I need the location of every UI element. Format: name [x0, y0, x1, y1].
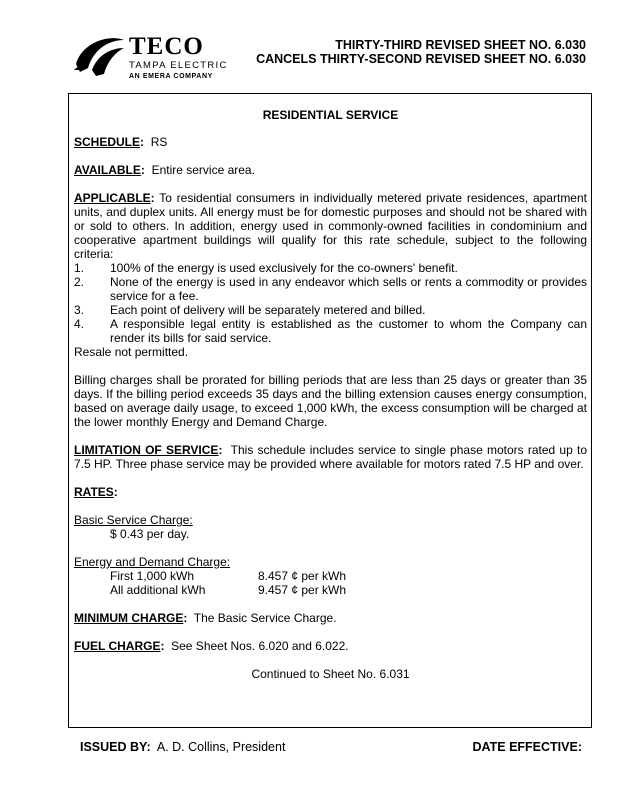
- basic-charge-label: Basic Service Charge:: [74, 513, 193, 527]
- tariff-content: [74, 108, 587, 681]
- available-value: Entire service area.: [151, 163, 255, 177]
- sheet-info: [256, 38, 586, 66]
- cancels-sheet-number: CANCELS THIRTY-SECOND REVISED SHEET NO. 6.030: [256, 52, 586, 66]
- schedule-label: SCHEDULE: [74, 135, 141, 149]
- criteria-list: [74, 261, 587, 345]
- limitation-text: This schedule includes service to single phase motors rated up to 7.5 HP. Three phase service may be provided where available for motors rated 7.5 HP and over.: [74, 443, 587, 471]
- available-section: AVAILABLE: Entire service area.: [74, 163, 255, 177]
- fuel-charge-value: See Sheet Nos. 6.020 and 6.022.: [171, 639, 349, 653]
- rates-heading: RATES:: [74, 485, 118, 499]
- minimum-charge-label: MINIMUM CHARGE: [74, 611, 184, 625]
- criteria-item: 1. 100% of the energy is used exclusively for the co-owners' benefit.: [74, 261, 458, 275]
- logo-tagline: AN EMERA COMPANY: [129, 73, 213, 80]
- date-effective-label: DATE EFFECTIVE:: [472, 740, 582, 754]
- criteria-item: 4. A responsible legal entity is established as the customer to whom the Company can render its bills for said service.: [74, 317, 587, 345]
- available-label: AVAILABLE: [74, 163, 141, 177]
- criteria-item: 2. None of the energy is used in any endeavor which sells or rents a commodity or provides service for a fee.: [74, 275, 587, 303]
- teco-swoosh-icon: [72, 34, 126, 76]
- teco-logo: [72, 34, 247, 82]
- tariff-box: [68, 93, 592, 728]
- applicable-section: APPLICABLE: To residential consumers in individually metered private residences, apartment units, and duplex units. All energy must be for domestic purposes and should not be shared with or sold to others. In addition, energy used in commonly-owned facilities in condominium and cooperative apartment buildings will qualify for this rate schedule, subject to the following criteria:: [74, 191, 587, 261]
- issued-by-value: A. D. Collins, President: [156, 740, 286, 754]
- applicable-label: APPLICABLE: [74, 191, 151, 205]
- fuel-charge-label: FUEL CHARGE: [74, 639, 161, 653]
- energy-charge-label: Energy and Demand Charge:: [74, 555, 231, 569]
- basic-charge-value: $ 0.43 per day.: [110, 527, 190, 541]
- criteria-item: 3. Each point of delivery will be separately metered and billed.: [74, 303, 426, 317]
- limitation-section: LIMITATION OF SERVICE: This schedule includes service to single phase motors rated up to 7.5 HP. Three phase service may be provided where available for motors rated 7.5 HP and over.: [74, 443, 587, 471]
- applicable-text: To residential consumers in individually metered private residences, apartment units, and duplex units. All energy must be for domestic purposes and should not be shared with or sold to others. In addition, energy used in commonly-owned facilities in condominium and cooperative apartment buildings will qualify for this rate schedule, subject to the following criteria:: [74, 191, 587, 261]
- rate-row: First 1,000 kWh 8.457 ¢ per kWh: [110, 569, 347, 583]
- page-title: RESIDENTIAL SERVICE: [262, 108, 399, 122]
- rate-row: All additional kWh 9.457 ¢ per kWh: [110, 583, 347, 597]
- issued-by-label: ISSUED BY:: [80, 740, 151, 754]
- fuel-charge-section: FUEL CHARGE: See Sheet Nos. 6.020 and 6.022.: [74, 639, 349, 653]
- limitation-label: LIMITATION OF SERVICE: [74, 443, 219, 457]
- resale-note: Resale not permitted.: [74, 345, 189, 359]
- sheet-number: THIRTY-THIRD REVISED SHEET NO. 6.030: [335, 38, 586, 52]
- schedule-value: RS: [150, 135, 168, 149]
- logo-subtitle: TAMPA ELECTRIC: [129, 60, 228, 71]
- billing-paragraph: Billing charges shall be prorated for billing periods that are less than 25 days or greater than 35 days. If the billing period exceeds 35 days and the billing extension causes energy consumption, based on average daily usage, to exceed 1,000 kWh, the excess consumption will be charged at the lower monthly Energy and Demand Charge.: [74, 373, 587, 429]
- issued-by: [80, 740, 285, 755]
- continued-note: Continued to Sheet No. 6.031: [251, 667, 410, 681]
- logo-name: TECO: [129, 33, 204, 60]
- page-header: [0, 0, 624, 90]
- minimum-charge-section: MINIMUM CHARGE: The Basic Service Charge.: [74, 611, 337, 625]
- schedule-section: SCHEDULE: RS: [74, 135, 168, 149]
- minimum-charge-value: The Basic Service Charge.: [193, 611, 337, 625]
